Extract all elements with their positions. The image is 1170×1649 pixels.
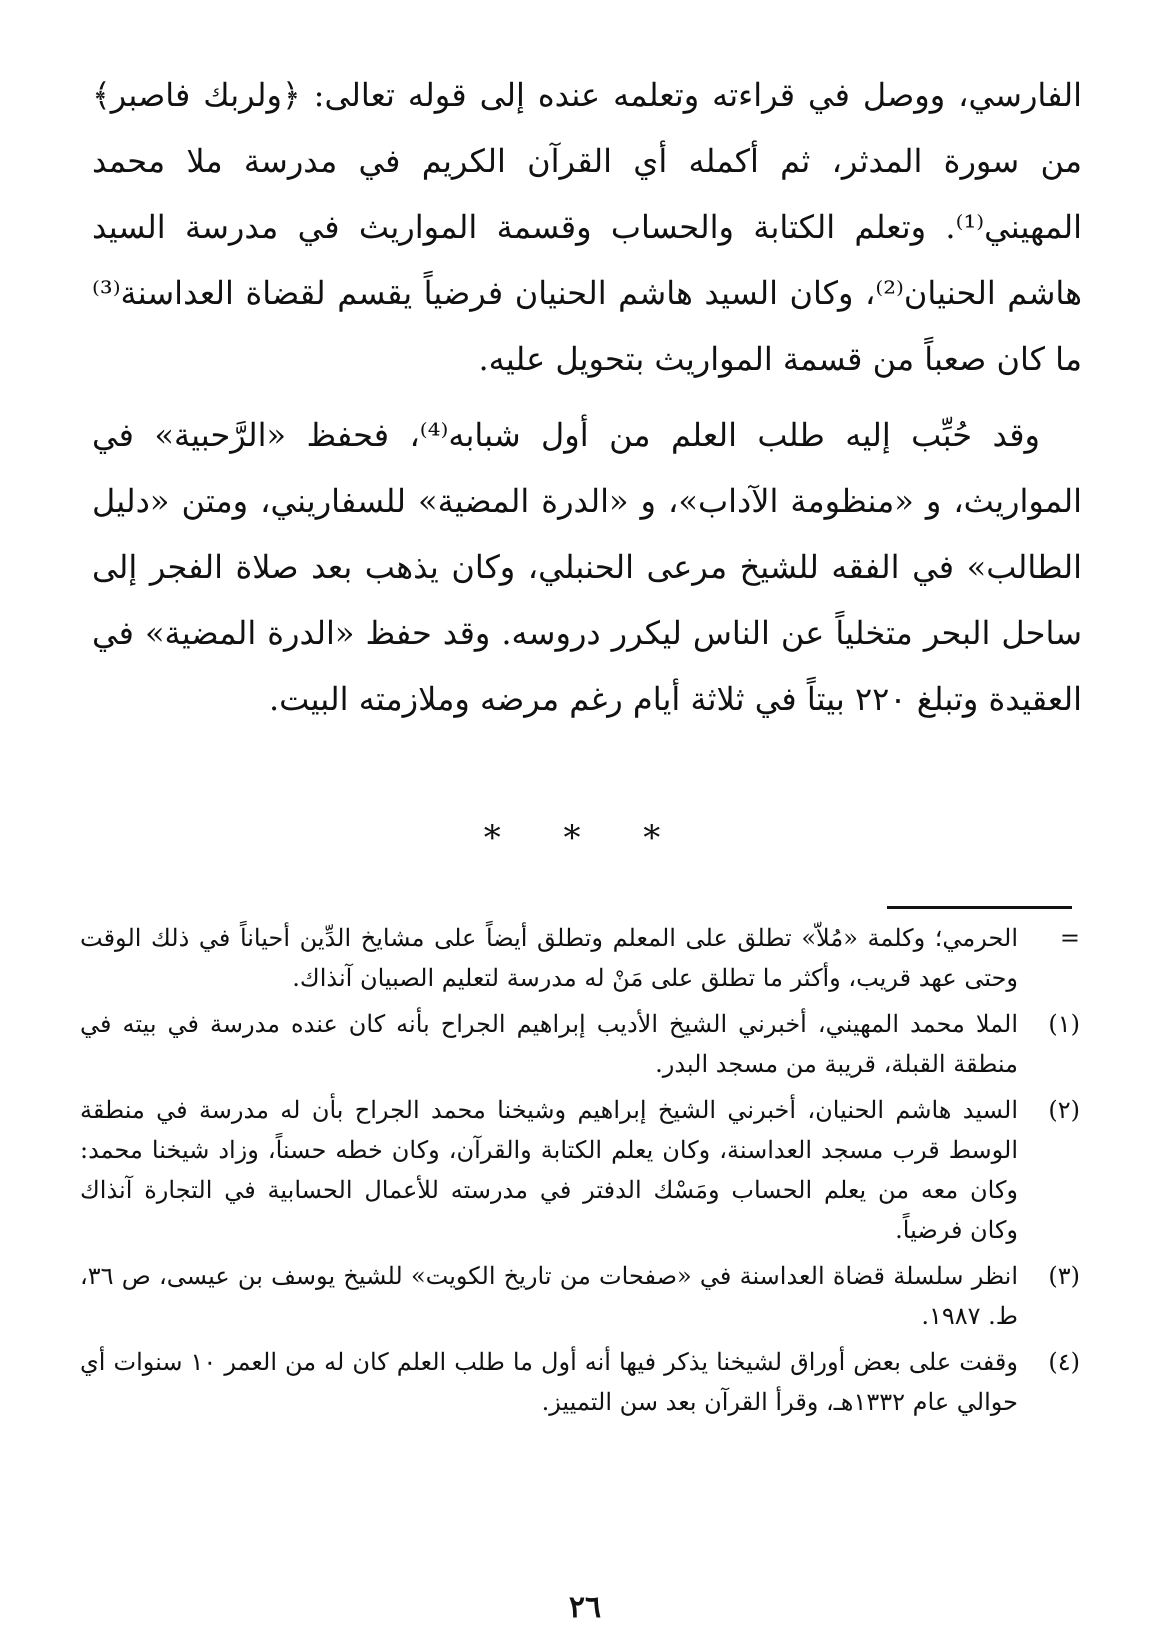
- section-separator: * * *: [483, 818, 687, 858]
- footnote-text: الحرمي؛ وكلمة «مُلاّ» تطلق على المعلم وتطلق أيضاً على مشايخ الدِّين أحياناً في ذلك الوقت وحتى عهد قريب، وأكثر ما تطلق على مَنْ له مدرسة لتعليم الصبيان آنذاك.: [80, 924, 1018, 992]
- footnote-marker: =: [1059, 924, 1080, 952]
- footnote-continuation: [80, 918, 1080, 998]
- page-number: ٢٦: [568, 1590, 602, 1625]
- footnote-marker: (٢): [1048, 1096, 1080, 1124]
- footnote-1: [80, 1004, 1080, 1084]
- main-text: [92, 62, 1082, 732]
- footnote-text: انظر سلسلة قضاة العداسنة في «صفحات من تاريخ الكويت» للشيخ يوسف بن عيسى، ص ٣٦، ط. ١٩٨٧.: [80, 1262, 1018, 1330]
- footnotes: [80, 918, 1080, 1428]
- footnote-marker: (٤): [1048, 1348, 1080, 1376]
- footnote-rule: [887, 906, 1072, 909]
- footnote-marker: (٣): [1048, 1262, 1080, 1290]
- footnote-text: الملا محمد المهيني، أخبرني الشيخ الأديب إبراهيم الجراح بأنه كان عنده مدرسة في بيته في منطقة القبلة، قريبة من مسجد البدر.: [80, 1010, 1018, 1078]
- footnote-2: [80, 1090, 1080, 1250]
- main-paragraph-1: الفارسي، ووصل في قراءته وتعلمه عنده إلى قوله تعالى: ﴿ولربك فاصبر﴾ من سورة المدثر، ثم أكمله أي القرآن الكريم في مدرسة ملا محمد المهيني⁽¹⁾. وتعلم الكتابة والحساب وقسمة المواريث في مدرسة السيد هاشم الحنيان⁽²⁾، وكان السيد هاشم الحنيان فرضياً يقسم لقضاة العداسنة⁽³⁾ ما كان صعباً من قسمة المواريث بتحويل عليه.: [92, 76, 1083, 378]
- main-paragraph-2: وقد حُبِّب إليه طلب العلم من أول شبابه⁽⁴⁾، فحفظ «الرَّحبية» في المواريث، و «منظومة الآداب»، و «الدرة المضية» للسفاريني، ومتن «دليل الطالب» في الفقه للشيخ مرعى الحنبلي، وكان يذهب بعد صلاة الفجر إلى ساحل البحر متخلياً عن الناس ليكرر دروسه. وقد حفظ «الدرة المضية» في العقيدة وتبلغ ٢٢٠ بيتاً في ثلاثة أيام رغم مرضه وملازمته البيت.: [92, 416, 1083, 718]
- footnote-text: وقفت على بعض أوراق لشيخنا يذكر فيها أنه أول ما طلب العلم كان له من العمر ١٠ سنوات أي حوالي عام ١٣٣٢هـ، وقرأ القرآن بعد سن التمييز.: [80, 1348, 1018, 1416]
- footnote-4: [80, 1342, 1080, 1422]
- footnote-marker: (١): [1048, 1010, 1080, 1038]
- footnote-text: السيد هاشم الحنيان، أخبرني الشيخ إبراهيم وشيخنا محمد الجراح بأن له مدرسة في منطقة الوسط قرب مسجد العداسنة، وكان يعلم الكتابة والقرآن، وكان خطه حسناً، وزاد شيخنا محمد: وكان معه من يعلم الحساب ومَسْك الدفتر في مدرسته للأعمال الحسابية في التجارة آنذاك وكان فرضياً.: [80, 1096, 1019, 1244]
- footnote-3: [80, 1256, 1080, 1336]
